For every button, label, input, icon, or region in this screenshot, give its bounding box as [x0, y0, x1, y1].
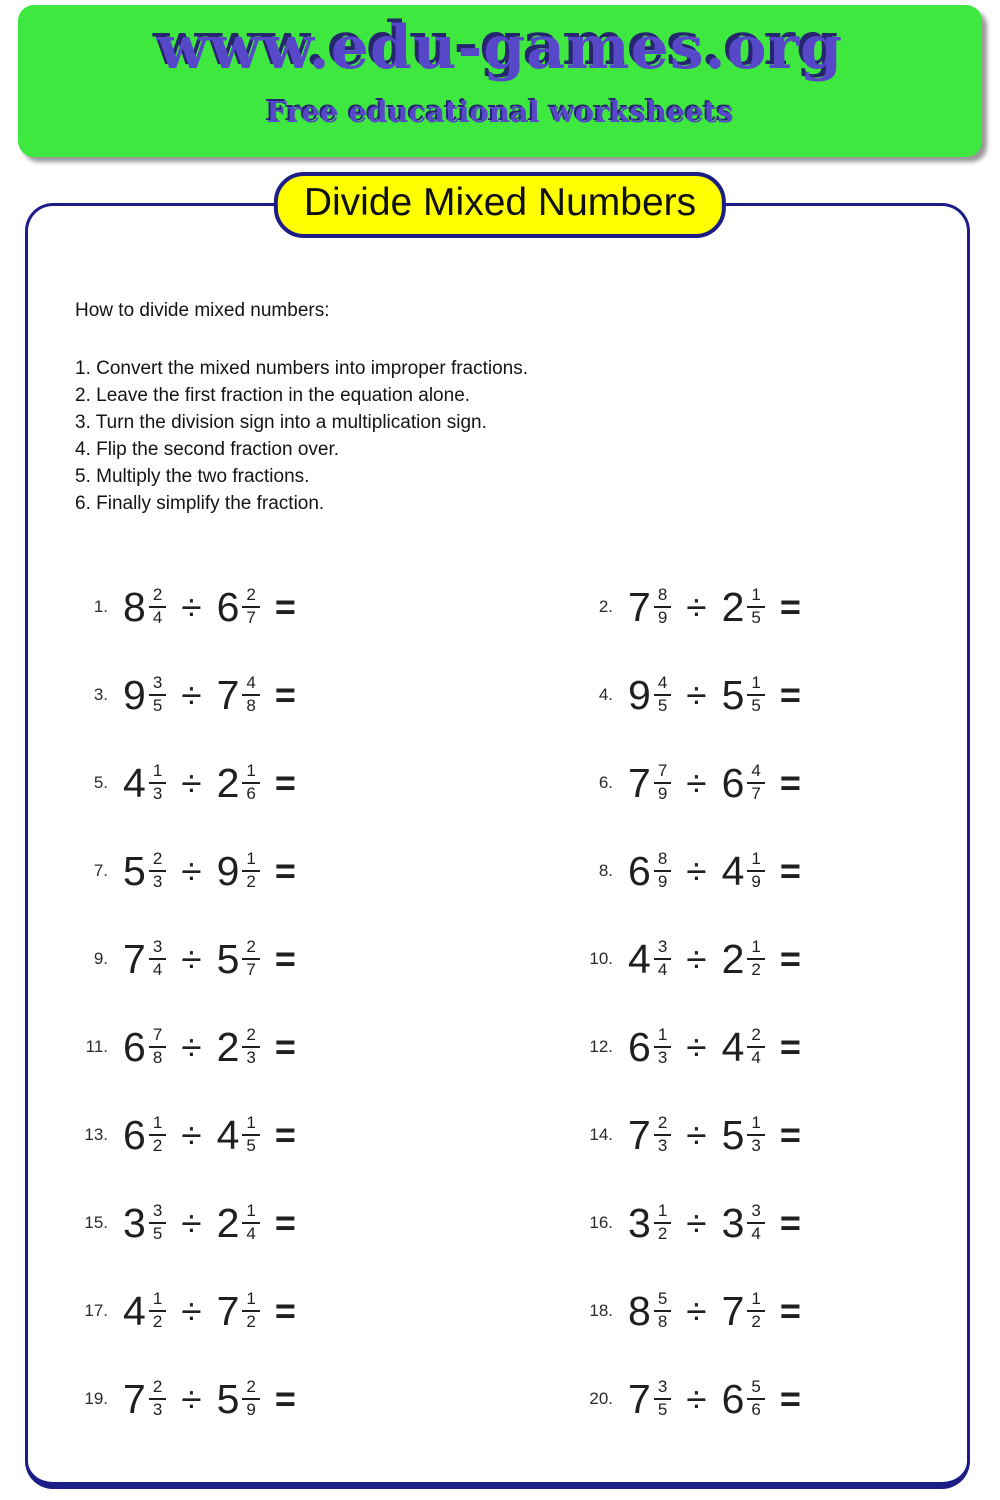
problem-number: 8. — [598, 861, 613, 880]
equals-sign: = — [274, 1378, 296, 1419]
second-fraction — [242, 674, 259, 715]
problem-row — [575, 1091, 950, 1179]
first-whole-number: 7 — [628, 759, 651, 806]
problem-row — [575, 563, 950, 651]
second-fraction-denominator: 2 — [246, 1312, 256, 1331]
second-fraction-denominator: 9 — [246, 1400, 256, 1419]
second-fraction-numerator: 2 — [242, 938, 259, 960]
first-fraction — [149, 674, 166, 715]
equals-sign: = — [779, 1202, 801, 1243]
equals-sign: = — [779, 1378, 801, 1419]
first-fraction — [654, 850, 671, 891]
first-fraction-numerator: 8 — [654, 850, 671, 872]
first-fraction — [654, 1378, 671, 1419]
second-whole-number: 7 — [216, 1287, 240, 1334]
problem-expression — [628, 847, 801, 894]
first-whole-number: 4 — [123, 1287, 146, 1334]
equals-sign: = — [779, 586, 801, 627]
second-whole-number: 2 — [216, 1023, 240, 1070]
equals-sign: = — [779, 938, 801, 979]
problem-number: 18. — [589, 1301, 613, 1320]
problem-expression — [123, 671, 296, 718]
second-fraction-numerator: 1 — [242, 762, 259, 784]
division-sign: ÷ — [181, 762, 202, 804]
second-whole-number: 2 — [216, 759, 240, 806]
first-fraction — [654, 938, 671, 979]
second-fraction-denominator: 4 — [246, 1224, 256, 1243]
second-fraction — [242, 1114, 259, 1155]
problem-number: 17. — [84, 1301, 108, 1320]
second-fraction-numerator: 3 — [747, 1202, 764, 1224]
problem-expression — [628, 583, 801, 630]
problem-expression — [123, 1199, 296, 1246]
second-whole-number: 5 — [216, 1375, 240, 1422]
instruction-step: 4. Flip the second fraction over. — [75, 439, 340, 460]
first-fraction — [149, 586, 166, 627]
problem-number: 16. — [589, 1213, 613, 1232]
second-fraction — [747, 762, 764, 803]
first-fraction-numerator: 7 — [149, 1026, 166, 1048]
instruction-step: 6. Finally simplify the fraction. — [75, 493, 325, 514]
problem-row — [575, 1267, 950, 1355]
second-fraction — [242, 938, 259, 979]
problem-expression — [123, 1375, 296, 1422]
problem-number: 12. — [589, 1037, 613, 1056]
problem-expression — [628, 1023, 801, 1070]
first-fraction-numerator: 3 — [149, 1202, 166, 1224]
first-fraction-denominator: 2 — [657, 1224, 668, 1243]
first-whole-number: 6 — [628, 1023, 651, 1070]
first-whole-number: 3 — [628, 1199, 651, 1246]
first-whole-number: 6 — [123, 1111, 146, 1158]
second-whole-number: 7 — [721, 1287, 745, 1334]
second-fraction — [242, 586, 259, 627]
problem-number: 20. — [589, 1389, 613, 1408]
first-fraction-numerator: 1 — [149, 762, 166, 784]
division-sign: ÷ — [181, 586, 202, 628]
second-fraction-denominator: 6 — [246, 784, 256, 803]
second-fraction-denominator: 9 — [751, 872, 761, 891]
division-sign: ÷ — [686, 1026, 707, 1068]
problem-number: 15. — [84, 1213, 108, 1232]
first-fraction-denominator: 8 — [152, 1048, 163, 1067]
equals-sign: = — [779, 674, 801, 715]
division-sign: ÷ — [181, 674, 202, 716]
division-sign: ÷ — [686, 586, 707, 628]
second-fraction — [747, 938, 764, 979]
second-fraction — [242, 762, 259, 803]
problem-expression — [628, 935, 801, 982]
problem-expression — [628, 1111, 801, 1158]
first-whole-number: 5 — [123, 847, 146, 894]
second-whole-number: 2 — [721, 935, 745, 982]
second-fraction-numerator: 1 — [242, 1202, 259, 1224]
second-fraction — [747, 1378, 764, 1419]
equals-sign: = — [274, 850, 296, 891]
second-fraction — [242, 1378, 259, 1419]
first-fraction — [149, 850, 166, 891]
second-fraction-denominator: 2 — [246, 872, 256, 891]
second-fraction-denominator: 5 — [246, 1136, 256, 1155]
problem-row — [70, 1355, 575, 1443]
equals-sign: = — [274, 1290, 296, 1331]
second-whole-number: 2 — [216, 1199, 240, 1246]
problem-expression — [628, 759, 801, 806]
second-whole-number: 4 — [216, 1111, 240, 1158]
problem-number: 2. — [598, 597, 613, 616]
second-fraction-denominator: 5 — [751, 696, 761, 715]
problem-row — [70, 651, 575, 739]
problem-expression — [123, 847, 296, 894]
second-fraction-denominator: 7 — [751, 784, 761, 803]
second-fraction-denominator: 3 — [246, 1048, 256, 1067]
division-sign: ÷ — [181, 850, 202, 892]
problem-number: 4. — [598, 685, 613, 704]
first-fraction — [654, 1026, 671, 1067]
first-fraction-numerator: 1 — [149, 1114, 166, 1136]
first-whole-number: 9 — [628, 671, 651, 718]
first-fraction-numerator: 2 — [149, 586, 166, 608]
problem-row — [575, 739, 950, 827]
first-fraction-denominator: 4 — [657, 960, 668, 979]
division-sign: ÷ — [181, 1114, 202, 1156]
problem-expression — [123, 935, 296, 982]
second-fraction — [747, 850, 764, 891]
instruction-step: 3. Turn the division sign into a multiplication sign. — [75, 412, 487, 433]
problem-number: 3. — [93, 685, 108, 704]
instructions-block — [75, 297, 528, 517]
first-fraction-denominator: 8 — [657, 1312, 668, 1331]
first-whole-number: 9 — [123, 671, 146, 718]
second-fraction-numerator: 1 — [747, 938, 764, 960]
first-fraction — [149, 762, 166, 803]
first-fraction — [149, 1026, 166, 1067]
first-fraction — [654, 674, 671, 715]
division-sign: ÷ — [686, 1114, 707, 1156]
problem-row — [70, 1267, 575, 1355]
second-fraction — [747, 674, 764, 715]
problem-expression — [628, 1375, 801, 1422]
second-whole-number: 3 — [721, 1199, 745, 1246]
second-fraction-numerator: 1 — [747, 1114, 764, 1136]
division-sign: ÷ — [181, 1290, 202, 1332]
second-fraction-numerator: 2 — [242, 1378, 259, 1400]
second-fraction-numerator: 1 — [747, 850, 764, 872]
equals-sign: = — [779, 1026, 801, 1067]
division-sign: ÷ — [686, 1290, 707, 1332]
instruction-step: 5. Multiply the two fractions. — [75, 466, 310, 487]
first-fraction-denominator: 9 — [657, 784, 668, 803]
equals-sign: = — [779, 1114, 801, 1155]
first-whole-number: 7 — [123, 1375, 146, 1422]
second-fraction-numerator: 4 — [747, 762, 764, 784]
problem-number: 5. — [93, 773, 108, 792]
second-fraction-numerator: 4 — [242, 674, 259, 696]
second-fraction — [242, 850, 259, 891]
problem-expression — [123, 1287, 296, 1334]
first-fraction-numerator: 1 — [654, 1202, 671, 1224]
first-whole-number: 7 — [628, 1111, 651, 1158]
problem-number: 6. — [598, 773, 613, 792]
division-sign: ÷ — [686, 1202, 707, 1244]
equals-sign: = — [274, 1026, 296, 1067]
division-sign: ÷ — [686, 938, 707, 980]
second-fraction-numerator: 1 — [242, 1290, 259, 1312]
division-sign: ÷ — [686, 762, 707, 804]
problem-row — [70, 827, 575, 915]
instruction-step: 1. Convert the mixed numbers into improper fractions. — [75, 358, 529, 379]
first-whole-number: 6 — [628, 847, 651, 894]
division-sign: ÷ — [686, 674, 707, 716]
first-fraction-numerator: 2 — [149, 850, 166, 872]
first-fraction-numerator: 7 — [654, 762, 671, 784]
equals-sign: = — [274, 1202, 296, 1243]
first-fraction-denominator: 9 — [657, 872, 668, 891]
first-fraction — [654, 1114, 671, 1155]
first-fraction-numerator: 2 — [149, 1378, 166, 1400]
problem-row — [575, 651, 950, 739]
second-fraction-denominator: 7 — [246, 960, 256, 979]
first-fraction-numerator: 3 — [149, 938, 166, 960]
second-whole-number: 6 — [721, 759, 745, 806]
second-fraction-numerator: 2 — [747, 1026, 764, 1048]
second-whole-number: 5 — [721, 1111, 745, 1158]
first-fraction-denominator: 5 — [152, 1224, 163, 1243]
division-sign: ÷ — [686, 850, 707, 892]
first-fraction-denominator: 5 — [657, 1400, 668, 1419]
first-fraction-denominator: 4 — [152, 608, 163, 627]
second-fraction-numerator: 1 — [747, 1290, 764, 1312]
first-fraction-denominator: 3 — [152, 1400, 163, 1419]
instructions-heading: How to divide mixed numbers: — [75, 300, 330, 321]
second-whole-number: 4 — [721, 1023, 745, 1070]
problem-expression — [123, 759, 296, 806]
first-whole-number: 7 — [628, 583, 651, 630]
problem-expression — [628, 671, 801, 718]
problem-row — [575, 1355, 950, 1443]
second-fraction-numerator: 2 — [242, 586, 259, 608]
equals-sign: = — [274, 1114, 296, 1155]
first-fraction — [654, 1202, 671, 1243]
second-whole-number: 7 — [216, 671, 240, 718]
problem-number: 1. — [93, 597, 108, 616]
second-fraction-denominator: 6 — [751, 1400, 761, 1419]
first-fraction — [149, 1202, 166, 1243]
second-whole-number: 6 — [216, 583, 240, 630]
equals-sign: = — [779, 1290, 801, 1331]
first-whole-number: 7 — [628, 1375, 651, 1422]
first-fraction — [654, 586, 671, 627]
first-fraction-denominator: 5 — [657, 696, 668, 715]
first-fraction-numerator: 3 — [654, 938, 671, 960]
first-whole-number: 4 — [628, 935, 651, 982]
second-fraction — [242, 1290, 259, 1331]
problem-row — [70, 915, 575, 1003]
equals-sign: = — [779, 850, 801, 891]
site-title: www.edu-games.org — [156, 13, 844, 83]
problem-number: 9. — [93, 949, 108, 968]
second-fraction-numerator: 1 — [747, 674, 764, 696]
instruction-step: 2. Leave the first fraction in the equation alone. — [75, 385, 471, 406]
division-sign: ÷ — [686, 1378, 707, 1420]
first-fraction-numerator: 1 — [149, 1290, 166, 1312]
second-fraction-denominator: 5 — [751, 608, 761, 627]
problem-expression — [123, 1023, 296, 1070]
equals-sign: = — [274, 762, 296, 803]
first-fraction — [149, 1114, 166, 1155]
division-sign: ÷ — [181, 1378, 202, 1420]
second-whole-number: 6 — [721, 1375, 745, 1422]
division-sign: ÷ — [181, 938, 202, 980]
first-whole-number: 7 — [123, 935, 146, 982]
problem-row — [575, 1179, 950, 1267]
first-fraction-denominator: 2 — [152, 1312, 163, 1331]
first-fraction-numerator: 1 — [654, 1026, 671, 1048]
second-fraction-denominator: 3 — [751, 1136, 761, 1155]
first-fraction-numerator: 2 — [654, 1114, 671, 1136]
site-banner — [18, 5, 982, 157]
second-fraction-numerator: 5 — [747, 1378, 764, 1400]
first-fraction-numerator: 8 — [654, 586, 671, 608]
first-fraction-denominator: 5 — [152, 696, 163, 715]
problem-row — [575, 827, 950, 915]
problem-row — [70, 1179, 575, 1267]
problem-row — [575, 1003, 950, 1091]
first-fraction-denominator: 3 — [152, 784, 163, 803]
problem-number: 11. — [85, 1037, 108, 1056]
problem-row — [70, 1091, 575, 1179]
second-whole-number: 5 — [721, 671, 745, 718]
first-whole-number: 8 — [123, 583, 146, 630]
first-fraction-denominator: 3 — [657, 1136, 668, 1155]
second-fraction — [747, 1202, 764, 1243]
problem-row — [575, 915, 950, 1003]
second-whole-number: 4 — [721, 847, 745, 894]
second-fraction-denominator: 2 — [751, 960, 761, 979]
problem-number: 7. — [93, 861, 108, 880]
second-fraction — [747, 1026, 764, 1067]
problem-expression — [628, 1199, 801, 1246]
second-whole-number: 2 — [721, 583, 745, 630]
problem-expression — [628, 1287, 801, 1334]
worksheet-title-badge: Divide Mixed Numbers — [274, 172, 726, 238]
first-fraction-denominator: 3 — [152, 872, 163, 891]
division-sign: ÷ — [181, 1202, 202, 1244]
first-fraction-numerator: 4 — [654, 674, 671, 696]
first-fraction — [149, 1290, 166, 1331]
second-whole-number: 5 — [216, 935, 240, 982]
second-fraction — [242, 1026, 259, 1067]
first-whole-number: 4 — [123, 759, 146, 806]
second-whole-number: 9 — [216, 847, 240, 894]
equals-sign: = — [274, 586, 296, 627]
first-fraction — [149, 938, 166, 979]
problems-grid — [70, 563, 950, 1443]
problem-expression — [123, 583, 296, 630]
second-fraction — [242, 1202, 259, 1243]
second-fraction-denominator: 4 — [751, 1224, 761, 1243]
first-fraction — [149, 1378, 166, 1419]
second-fraction-denominator: 8 — [246, 696, 256, 715]
problem-row — [70, 563, 575, 651]
first-whole-number: 6 — [123, 1023, 146, 1070]
second-fraction-numerator: 1 — [242, 1114, 259, 1136]
first-fraction-denominator: 3 — [657, 1048, 668, 1067]
second-fraction-denominator: 4 — [751, 1048, 761, 1067]
problem-row — [70, 1003, 575, 1091]
first-fraction — [654, 1290, 671, 1331]
first-fraction-denominator: 9 — [657, 608, 668, 627]
problem-row — [70, 739, 575, 827]
second-fraction-numerator: 2 — [242, 1026, 259, 1048]
first-fraction-denominator: 4 — [152, 960, 163, 979]
second-fraction-numerator: 1 — [747, 586, 764, 608]
second-fraction — [747, 1290, 764, 1331]
problem-number: 10. — [589, 949, 613, 968]
equals-sign: = — [274, 938, 296, 979]
problem-number: 13. — [84, 1125, 108, 1144]
second-fraction-denominator: 7 — [246, 608, 256, 627]
second-fraction — [747, 1114, 764, 1155]
first-fraction-numerator: 3 — [149, 674, 166, 696]
first-whole-number: 3 — [123, 1199, 146, 1246]
equals-sign: = — [274, 674, 296, 715]
equals-sign: = — [779, 762, 801, 803]
problem-expression — [123, 1111, 296, 1158]
second-fraction — [747, 586, 764, 627]
division-sign: ÷ — [181, 1026, 202, 1068]
first-fraction-numerator: 5 — [654, 1290, 671, 1312]
first-fraction — [654, 762, 671, 803]
first-whole-number: 8 — [628, 1287, 651, 1334]
problem-number: 14. — [589, 1125, 613, 1144]
first-fraction-denominator: 2 — [152, 1136, 163, 1155]
second-fraction-denominator: 2 — [751, 1312, 761, 1331]
problem-number: 19. — [84, 1389, 108, 1408]
second-fraction-numerator: 1 — [242, 850, 259, 872]
site-subtitle: Free educational worksheets — [266, 95, 734, 129]
first-fraction-numerator: 3 — [654, 1378, 671, 1400]
